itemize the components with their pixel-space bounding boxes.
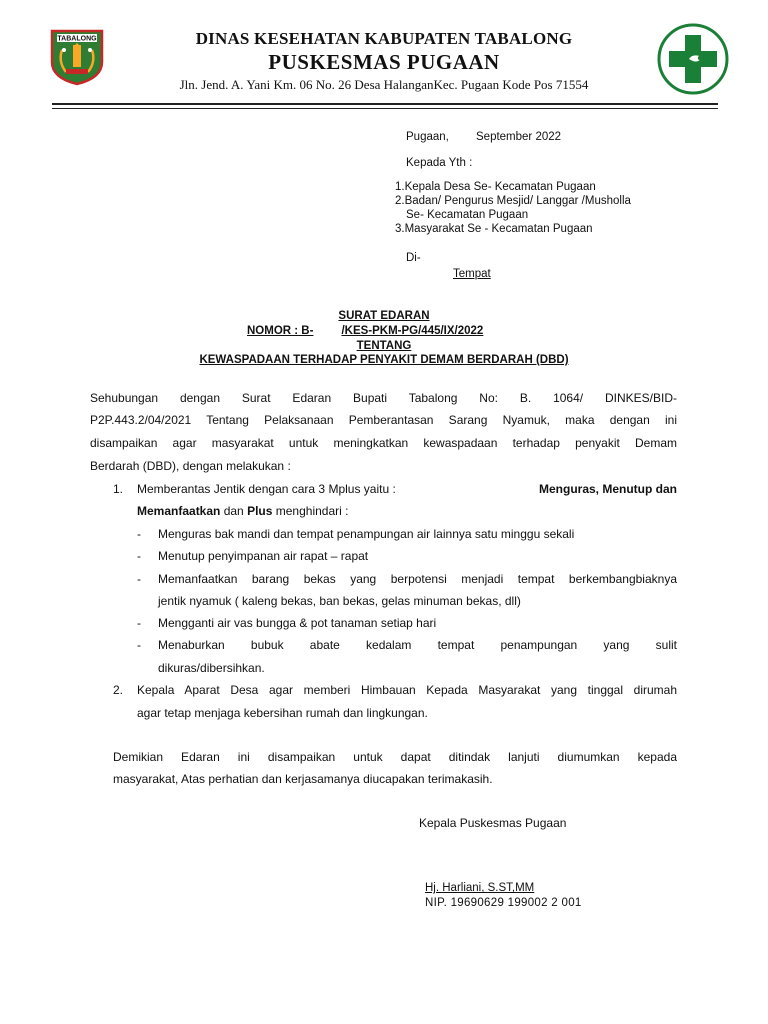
recipient-item: 2.Badan/ Pengurus Mesjid/ Langgar /Musholla (395, 195, 631, 207)
bullet-item: Menutup penyimpanan air rapat – rapat (158, 549, 369, 563)
bullet-item: Menguras bak mandi dan tempat penampungan air lainnya satu minggu sekali (158, 527, 575, 541)
title-tentang: TENTANG (356, 340, 412, 352)
point1-bold: Menguras, Menutup dan (539, 482, 677, 496)
recipient-item: Se- Kecamatan Pugaan (406, 209, 529, 221)
point1-text: Memberantas Jentik dengan cara 3 Mplus yaitu : (137, 482, 396, 496)
bullet-item-cont: dikuras/dibersihkan. (158, 661, 265, 675)
date-place: Pugaan, (406, 131, 449, 143)
bullet-dash: - (137, 527, 141, 541)
address: Jln. Jend. A. Yani Km. 06 No. 26 Desa HalanganKec. Pugaan Kode Pos 71554 (179, 77, 589, 92)
bullet-item: Mengganti air vas bungga & pot tanaman setiap hari (158, 616, 437, 630)
recipient-tempat: Tempat (453, 268, 491, 280)
puskesmas-name: PUSKESMAS PUGAAN (268, 50, 500, 74)
signatory-name: Hj. Harliani, S.ST,MM (425, 882, 535, 894)
header-rule-thick (52, 103, 718, 105)
bullet-dash: - (137, 549, 141, 563)
recipient-item: 1.Kepala Desa Se- Kecamatan Pugaan (395, 181, 596, 193)
point1-text: menghindari : (272, 504, 349, 518)
agency-name: DINAS KESEHATAN KABUPATEN TABALONG (195, 29, 573, 48)
title-subject: KEWASPADAAN TERHADAP PENYAKIT DEMAM BERDARAH (DBD) (199, 354, 569, 366)
recipient-intro: Kepada Yth : (406, 157, 473, 169)
logo-label: TABALONG (57, 35, 97, 43)
intro-line: P2P.443.2/04/2021 Tentang Pelaksanaan Pemberantasan Sarang Nyamuk, maka dengan ini (90, 413, 677, 427)
point1-text: dan (220, 504, 248, 518)
title-nomor (247, 325, 527, 337)
signatory-nip: NIP. 19690629 199002 2 001 (425, 897, 582, 909)
intro-line: Berdarah (DBD), dengan melakukan : (90, 459, 291, 473)
point1-bold: Memanfaatkan (137, 504, 221, 518)
nomor-suffix: /KES-PKM-PG/445/IX/2022 (341, 325, 484, 337)
bullet-dash: - (137, 638, 141, 652)
point1-line2 (137, 500, 348, 523)
header-rule-thin (52, 108, 718, 109)
nomor-prefix: NOMOR : B- (247, 325, 314, 337)
bullet-dash: - (137, 572, 141, 586)
intro-line: Sehubungan dengan Surat Edaran Bupati Tabalong No: B. 1064/ DINKES/BID- (90, 391, 677, 405)
recipient-di: Di- (406, 252, 421, 264)
signatory-position: Kepala Puskesmas Pugaan (419, 816, 567, 830)
recipient-item: 3.Masyarakat Se - Kecamatan Pugaan (395, 223, 593, 235)
point2-number: 2. (113, 683, 124, 697)
closing-line: masyarakat, Atas perhatian dan kerjasamanya diucapakan terimakasih. (113, 772, 493, 786)
point2-line: agar tetap menjaga kebersihan rumah dan lingkungan. (137, 706, 428, 720)
bullet-item-cont: jentik nyamuk ( kaleng bekas, ban bekas, gelas minuman bekas, dll) (158, 594, 521, 608)
bullet-item: Menaburkan bubuk abate kedalam tempat penampungan yang sulit (158, 638, 677, 652)
bullet-item: Memanfaatkan barang bekas yang berpotensi menjadi tempat berkembangbiaknya (158, 572, 677, 586)
point1-number: 1. (113, 482, 124, 496)
bullet-dash: - (137, 616, 141, 630)
closing-line: Demikian Edaran ini disampaikan untuk dapat ditindak lanjuti diumumkan kepada (113, 750, 677, 764)
point2-line: Kepala Aparat Desa agar memberi Himbauan Kepada Masyarakat yang tinggal dirumah (137, 683, 677, 697)
intro-line: disampaikan agar masyarakat untuk meningkatkan kewaspadaan terhadap penyakit Demam (90, 436, 677, 450)
date-month-year: September 2022 (476, 131, 562, 143)
point1-line1 (137, 478, 677, 501)
point1-bold: Plus (247, 504, 273, 518)
title-surat-edaran: SURAT EDARAN (338, 310, 430, 322)
